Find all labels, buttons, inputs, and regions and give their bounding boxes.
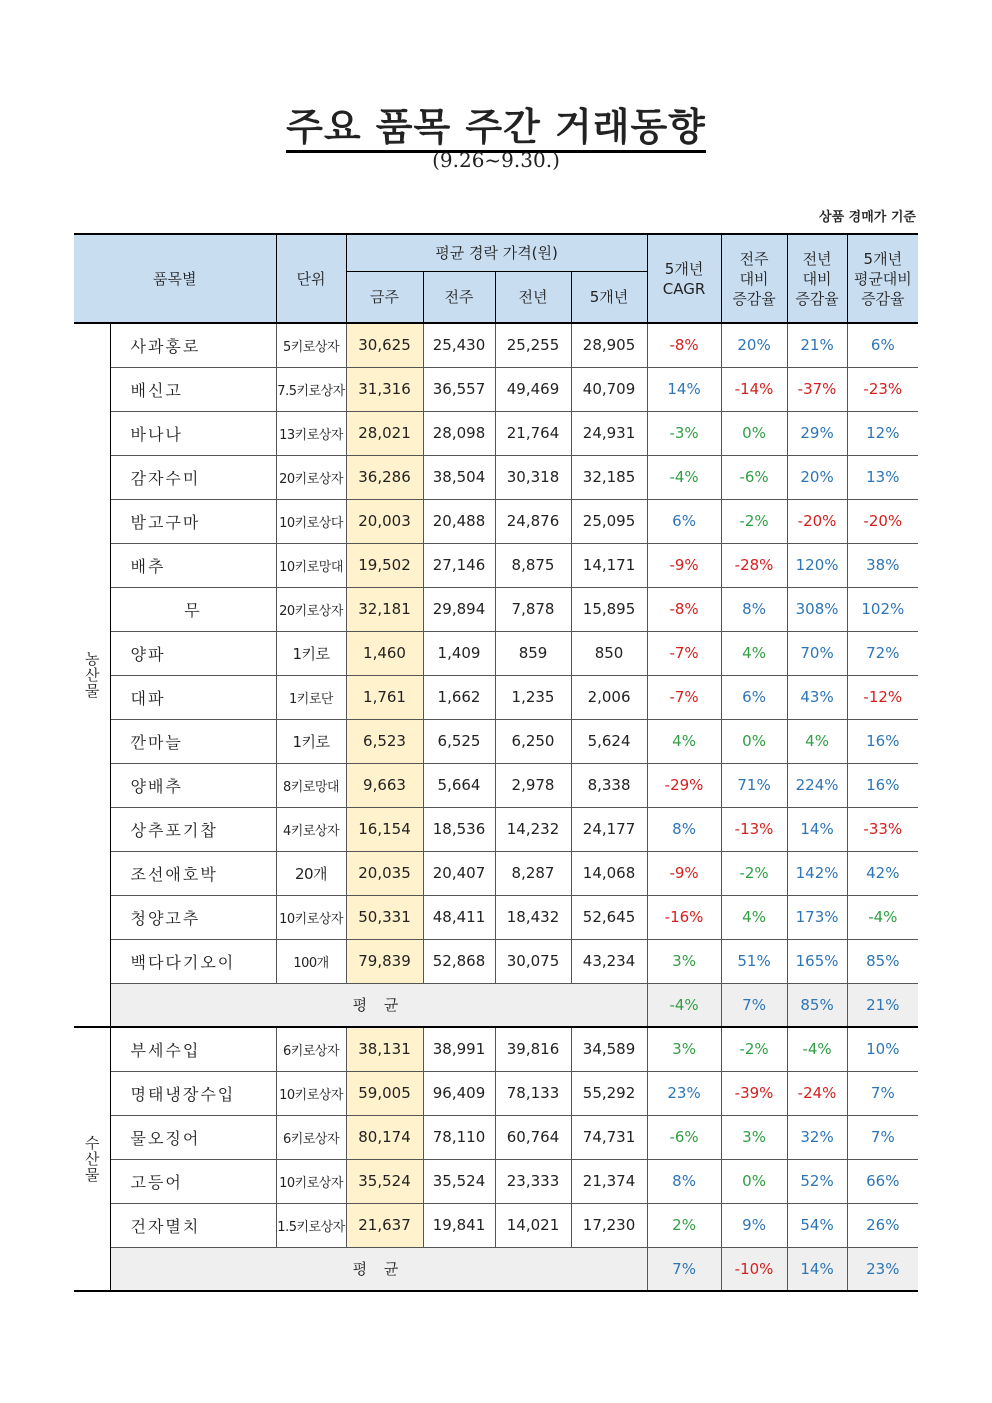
category-label: 농산물 [74, 323, 110, 1027]
price-last-week: 20,488 [423, 499, 495, 543]
yoy-change: -24% [787, 1071, 847, 1115]
price-last-year: 7,878 [495, 587, 571, 631]
item-unit: 1키로 [276, 631, 346, 675]
price-last-year: 23,333 [495, 1159, 571, 1203]
price-this-week: 50,331 [346, 895, 423, 939]
table-row [74, 543, 918, 587]
item-name: 건자멸치 [110, 1203, 276, 1247]
yoy-change: 29% [787, 411, 847, 455]
yoy-change: 173% [787, 895, 847, 939]
price-last-week: 35,524 [423, 1159, 495, 1203]
header-wow-line3: 증감율 [732, 289, 776, 308]
yoy-change: 4% [787, 719, 847, 763]
table-row [74, 1027, 918, 1071]
cagr-value: 3% [647, 939, 721, 983]
table-row [74, 367, 918, 411]
five-year-avg-change: 7% [847, 1115, 918, 1159]
table-row [74, 807, 918, 851]
price-this-week: 32,181 [346, 587, 423, 631]
cagr-value: -3% [647, 411, 721, 455]
item-unit: 8키로망대 [276, 763, 346, 807]
price-last-year: 859 [495, 631, 571, 675]
price-this-week: 31,316 [346, 367, 423, 411]
price-last-year: 60,764 [495, 1115, 571, 1159]
wow-change: 20% [721, 323, 787, 367]
average-row [74, 983, 918, 1027]
price-last-week: 28,098 [423, 411, 495, 455]
yoy-change: 224% [787, 763, 847, 807]
item-unit: 1키로단 [276, 675, 346, 719]
five-year-avg-change: 13% [847, 455, 918, 499]
item-name: 청양고추 [110, 895, 276, 939]
yoy-change: 308% [787, 587, 847, 631]
average-five-year: 23% [847, 1247, 918, 1291]
item-unit: 7.5키로상자 [276, 367, 346, 411]
price-five-year: 55,292 [571, 1071, 647, 1115]
table-row [74, 587, 918, 631]
price-last-week: 19,841 [423, 1203, 495, 1247]
price-last-week: 5,664 [423, 763, 495, 807]
price-last-year: 24,876 [495, 499, 571, 543]
header-last-week: 전주 [423, 272, 495, 324]
item-unit: 10키로상다 [276, 499, 346, 543]
yoy-change: 165% [787, 939, 847, 983]
yoy-change: 14% [787, 807, 847, 851]
item-name: 물오징어 [110, 1115, 276, 1159]
price-last-year: 25,255 [495, 323, 571, 367]
price-last-year: 30,075 [495, 939, 571, 983]
average-row [74, 1247, 918, 1291]
yoy-change: 20% [787, 455, 847, 499]
yoy-change: 21% [787, 323, 847, 367]
page-title [0, 96, 992, 151]
price-this-week: 38,131 [346, 1027, 423, 1071]
wow-change: 71% [721, 763, 787, 807]
wow-change: 0% [721, 719, 787, 763]
cagr-value: -9% [647, 851, 721, 895]
price-last-week: 78,110 [423, 1115, 495, 1159]
cagr-value: -29% [647, 763, 721, 807]
header-wow-line1: 전주 [739, 249, 769, 268]
five-year-avg-change: 26% [847, 1203, 918, 1247]
average-five-year: 21% [847, 983, 918, 1027]
price-last-week: 25,430 [423, 323, 495, 367]
cagr-value: -8% [647, 323, 721, 367]
table-row [74, 939, 918, 983]
wow-change: 3% [721, 1115, 787, 1159]
price-last-year: 78,133 [495, 1071, 571, 1115]
item-unit: 10키로상자 [276, 1159, 346, 1203]
header-five-year: 5개년 [571, 272, 647, 324]
five-year-avg-change: -12% [847, 675, 918, 719]
price-last-week: 29,894 [423, 587, 495, 631]
price-this-week: 1,761 [346, 675, 423, 719]
wow-change: 4% [721, 631, 787, 675]
five-year-avg-change: 7% [847, 1071, 918, 1115]
average-wow: -10% [721, 1247, 787, 1291]
price-five-year: 25,095 [571, 499, 647, 543]
item-name: 명태냉장수입 [110, 1071, 276, 1115]
cagr-value: -16% [647, 895, 721, 939]
price-last-year: 1,235 [495, 675, 571, 719]
price-five-year: 34,589 [571, 1027, 647, 1071]
price-last-week: 96,409 [423, 1071, 495, 1115]
price-last-year: 21,764 [495, 411, 571, 455]
price-this-week: 30,625 [346, 323, 423, 367]
price-five-year: 5,624 [571, 719, 647, 763]
item-name: 밤고구마 [110, 499, 276, 543]
table-row [74, 1071, 918, 1115]
price-five-year: 14,068 [571, 851, 647, 895]
price-five-year: 24,177 [571, 807, 647, 851]
price-last-year: 18,432 [495, 895, 571, 939]
price-last-year: 39,816 [495, 1027, 571, 1071]
wow-change: 0% [721, 411, 787, 455]
price-five-year: 52,645 [571, 895, 647, 939]
price-this-week: 9,663 [346, 763, 423, 807]
wow-change: -14% [721, 367, 787, 411]
price-last-year: 2,978 [495, 763, 571, 807]
price-five-year: 15,895 [571, 587, 647, 631]
price-this-week: 80,174 [346, 1115, 423, 1159]
yoy-change: -20% [787, 499, 847, 543]
item-unit: 100개 [276, 939, 346, 983]
header-yoy-line2: 대비 [802, 269, 832, 288]
yoy-change: -4% [787, 1027, 847, 1071]
item-unit: 20키로상자 [276, 587, 346, 631]
item-unit: 10키로상자 [276, 895, 346, 939]
price-last-week: 1,409 [423, 631, 495, 675]
table-row [74, 895, 918, 939]
item-name: 부세수입 [110, 1027, 276, 1071]
header-cagr [647, 234, 721, 323]
item-unit: 13키로상자 [276, 411, 346, 455]
table-row [74, 1115, 918, 1159]
header-wow-line2: 대비 [739, 269, 769, 288]
header-yoy-line3: 증감율 [795, 289, 839, 308]
header-fy [847, 234, 918, 323]
header-yoy-line1: 전년 [802, 249, 832, 268]
price-last-week: 27,146 [423, 543, 495, 587]
five-year-avg-change: 42% [847, 851, 918, 895]
price-five-year: 21,374 [571, 1159, 647, 1203]
item-name: 백다다기오이 [110, 939, 276, 983]
item-unit: 5키로상자 [276, 323, 346, 367]
header-fy-line1: 5개년 [863, 249, 903, 268]
price-five-year: 40,709 [571, 367, 647, 411]
five-year-avg-change: 38% [847, 543, 918, 587]
price-last-week: 48,411 [423, 895, 495, 939]
price-this-week: 36,286 [346, 455, 423, 499]
item-unit: 10키로상자 [276, 1071, 346, 1115]
header-this-week: 금주 [346, 272, 423, 324]
price-five-year: 2,006 [571, 675, 647, 719]
wow-change: 8% [721, 587, 787, 631]
price-this-week: 6,523 [346, 719, 423, 763]
item-name: 배신고 [110, 367, 276, 411]
table-row [74, 323, 918, 367]
header-cagr-line2: CAGR [662, 279, 706, 298]
header-last-year: 전년 [495, 272, 571, 324]
item-name: 양배추 [110, 763, 276, 807]
cagr-value: 8% [647, 807, 721, 851]
wow-change: 0% [721, 1159, 787, 1203]
cagr-value: 8% [647, 1159, 721, 1203]
yoy-change: 54% [787, 1203, 847, 1247]
cagr-value: 2% [647, 1203, 721, 1247]
five-year-avg-change: 85% [847, 939, 918, 983]
wow-change: 51% [721, 939, 787, 983]
average-cagr: -4% [647, 983, 721, 1027]
header-fy-line3: 증감율 [861, 289, 905, 308]
price-this-week: 16,154 [346, 807, 423, 851]
item-name: 대파 [110, 675, 276, 719]
price-last-week: 1,662 [423, 675, 495, 719]
five-year-avg-change: -20% [847, 499, 918, 543]
five-year-avg-change: 12% [847, 411, 918, 455]
wow-change: -13% [721, 807, 787, 851]
average-label: 평 균 [110, 1247, 647, 1291]
item-name: 무 [110, 587, 276, 631]
item-name: 양파 [110, 631, 276, 675]
table-row [74, 719, 918, 763]
table-row [74, 763, 918, 807]
item-unit: 10키로망대 [276, 543, 346, 587]
category-label: 수산물 [74, 1027, 110, 1291]
price-last-week: 6,525 [423, 719, 495, 763]
price-this-week: 21,637 [346, 1203, 423, 1247]
average-label: 평 균 [110, 983, 647, 1027]
cagr-value: -7% [647, 631, 721, 675]
price-last-year: 8,875 [495, 543, 571, 587]
price-last-week: 18,536 [423, 807, 495, 851]
price-basis-note: 상품 경매가 기준 [819, 210, 916, 225]
price-last-week: 36,557 [423, 367, 495, 411]
price-this-week: 28,021 [346, 411, 423, 455]
price-five-year: 32,185 [571, 455, 647, 499]
wow-change: -2% [721, 1027, 787, 1071]
average-yoy: 14% [787, 1247, 847, 1291]
price-last-year: 6,250 [495, 719, 571, 763]
cagr-value: -9% [647, 543, 721, 587]
price-last-week: 38,504 [423, 455, 495, 499]
average-yoy: 85% [787, 983, 847, 1027]
cagr-value: 4% [647, 719, 721, 763]
header-fy-line2: 평균대비 [853, 269, 912, 288]
cagr-value: -4% [647, 455, 721, 499]
header-wow [721, 234, 787, 323]
price-five-year: 24,931 [571, 411, 647, 455]
table-row [74, 499, 918, 543]
five-year-avg-change: 102% [847, 587, 918, 631]
period-label: (9.26~9.30.) [432, 148, 560, 172]
five-year-avg-change: -33% [847, 807, 918, 851]
item-name: 깐마늘 [110, 719, 276, 763]
header-yoy [787, 234, 847, 323]
price-last-year: 14,232 [495, 807, 571, 851]
price-this-week: 19,502 [346, 543, 423, 587]
price-last-year: 49,469 [495, 367, 571, 411]
price-five-year: 8,338 [571, 763, 647, 807]
five-year-avg-change: 6% [847, 323, 918, 367]
price-last-week: 38,991 [423, 1027, 495, 1071]
wow-change: -2% [721, 851, 787, 895]
average-cagr: 7% [647, 1247, 721, 1291]
item-name: 사과홍로 [110, 323, 276, 367]
price-last-week: 20,407 [423, 851, 495, 895]
yoy-change: 32% [787, 1115, 847, 1159]
item-name: 배추 [110, 543, 276, 587]
cagr-value: -6% [647, 1115, 721, 1159]
item-unit: 6키로상자 [276, 1115, 346, 1159]
price-last-week: 52,868 [423, 939, 495, 983]
table-row [74, 411, 918, 455]
price-five-year: 850 [571, 631, 647, 675]
yoy-change: 70% [787, 631, 847, 675]
five-year-avg-change: 10% [847, 1027, 918, 1071]
wow-change: -39% [721, 1071, 787, 1115]
average-wow: 7% [721, 983, 787, 1027]
price-this-week: 59,005 [346, 1071, 423, 1115]
wow-change: 6% [721, 675, 787, 719]
cagr-value: 14% [647, 367, 721, 411]
weekly-trade-table [74, 233, 918, 1292]
price-last-year: 14,021 [495, 1203, 571, 1247]
price-this-week: 1,460 [346, 631, 423, 675]
item-unit: 1키로 [276, 719, 346, 763]
item-name: 감자수미 [110, 455, 276, 499]
table-row [74, 1203, 918, 1247]
five-year-avg-change: -23% [847, 367, 918, 411]
header-item: 품목별 [74, 234, 276, 323]
price-this-week: 20,003 [346, 499, 423, 543]
price-five-year: 74,731 [571, 1115, 647, 1159]
price-five-year: 17,230 [571, 1203, 647, 1247]
price-last-year: 30,318 [495, 455, 571, 499]
item-name: 고등어 [110, 1159, 276, 1203]
table-row [74, 455, 918, 499]
five-year-avg-change: 66% [847, 1159, 918, 1203]
yoy-change: 120% [787, 543, 847, 587]
page-title-text: 주요 품목 주간 거래동향 [286, 105, 706, 153]
item-name: 바나나 [110, 411, 276, 455]
price-this-week: 35,524 [346, 1159, 423, 1203]
table-body [74, 323, 918, 1291]
five-year-avg-change: 72% [847, 631, 918, 675]
wow-change: -28% [721, 543, 787, 587]
yoy-change: 43% [787, 675, 847, 719]
wow-change: -6% [721, 455, 787, 499]
price-this-week: 20,035 [346, 851, 423, 895]
cagr-value: 3% [647, 1027, 721, 1071]
yoy-change: -37% [787, 367, 847, 411]
table-row [74, 675, 918, 719]
table-row [74, 1159, 918, 1203]
price-this-week: 79,839 [346, 939, 423, 983]
header-cagr-line1: 5개년 [664, 259, 704, 278]
item-unit: 20키로상자 [276, 455, 346, 499]
yoy-change: 52% [787, 1159, 847, 1203]
yoy-change: 142% [787, 851, 847, 895]
wow-change: -2% [721, 499, 787, 543]
five-year-avg-change: 16% [847, 719, 918, 763]
price-five-year: 28,905 [571, 323, 647, 367]
cagr-value: -8% [647, 587, 721, 631]
item-unit: 1.5키로상자 [276, 1203, 346, 1247]
item-unit: 20개 [276, 851, 346, 895]
wow-change: 4% [721, 895, 787, 939]
header-unit: 단위 [276, 234, 346, 323]
price-five-year: 43,234 [571, 939, 647, 983]
item-name: 상추포기찹 [110, 807, 276, 851]
price-five-year: 14,171 [571, 543, 647, 587]
header-price-group: 평균 경락 가격(원) [346, 234, 647, 272]
cagr-value: 23% [647, 1071, 721, 1115]
table-row [74, 631, 918, 675]
item-unit: 6키로상자 [276, 1027, 346, 1071]
item-name: 조선애호박 [110, 851, 276, 895]
five-year-avg-change: 16% [847, 763, 918, 807]
price-last-year: 8,287 [495, 851, 571, 895]
item-unit: 4키로상자 [276, 807, 346, 851]
five-year-avg-change: -4% [847, 895, 918, 939]
cagr-value: -7% [647, 675, 721, 719]
wow-change: 9% [721, 1203, 787, 1247]
table-row [74, 851, 918, 895]
cagr-value: 6% [647, 499, 721, 543]
